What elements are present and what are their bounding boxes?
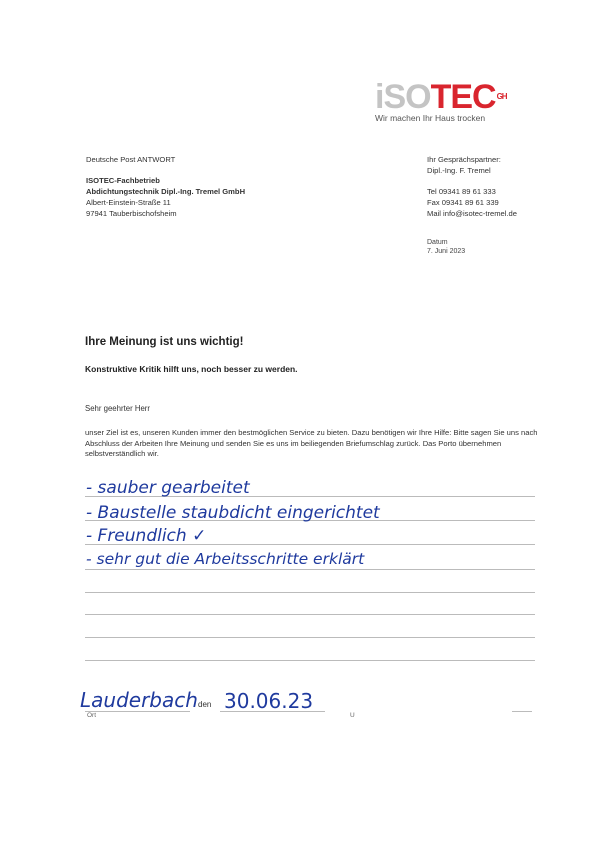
writing-line [85, 660, 535, 661]
date-handwritten: 30.06.23 [224, 689, 314, 713]
contact-mail: Mail info@isotec-tremel.de [427, 209, 518, 218]
writing-line [85, 614, 535, 615]
recipient-address [86, 154, 245, 219]
feedback-line-4: - sehr gut die Arbeitsschritte erklärt [86, 550, 365, 568]
u-label: U [350, 712, 355, 719]
feedback-line-2: - Baustelle staubdicht eingerichtet [86, 503, 380, 523]
date-line [220, 711, 325, 712]
contact-name: Dipl.-Ing. F. Tremel [427, 166, 491, 175]
writing-line [85, 592, 535, 593]
feedback-line-3: - Freundlich ✓ [86, 526, 207, 546]
street: Albert-Einstein-Straße 11 [86, 198, 171, 207]
isotec-logo [375, 80, 505, 124]
ort-label: Ort [87, 712, 97, 719]
date-block [427, 238, 465, 256]
logo-slogan: Wir machen Ihr Haus trocken [375, 113, 486, 123]
company-name: ISOTEC-Fachbetrieb [86, 176, 160, 185]
logo-tec-text: TEC [430, 78, 496, 116]
company-name-2: Abdichtungstechnik Dipl.-Ing. Tremel GmbH [86, 187, 246, 196]
signature-line [512, 711, 532, 712]
logo-iso-text: iSO [375, 78, 431, 116]
page-title: Ihre Meinung ist uns wichtig! [85, 336, 244, 348]
feedback-line-1: - sauber gearbeitet [86, 478, 250, 498]
date-label: Datum [427, 239, 448, 246]
writing-line [85, 569, 535, 570]
contact-tel: Tel 09341 89 61 333 [427, 187, 496, 196]
intro-paragraph: unser Ziel ist es, unseren Kunden immer den bestmöglichen Service zu bieten. Dazu benötigen wir Ihre Hilfe: Bitte sagen Sie uns nach Abschluss der Arbeiten Ihre Meinung und senden Sie es uns im beiliegenden Briefumschlag zurück. Das Porto übernehmen selbstverständlich wir. [85, 428, 538, 459]
postal-note: Deutsche Post ANTWORT [86, 155, 176, 164]
logo-reg-mark: GH [496, 92, 507, 101]
greeting: Sehr geehrter Herr [85, 404, 151, 413]
contact-fax: Fax 09341 89 61 339 [427, 198, 499, 207]
contact-block [427, 154, 517, 219]
page-subtitle: Konstruktive Kritik hilft uns, noch besser zu werden. [85, 364, 298, 374]
city: 97941 Tauberbischofsheim [86, 209, 177, 218]
place-line [85, 711, 190, 712]
contact-label: Ihr Gesprächspartner: [427, 155, 501, 164]
place-handwritten: Lauderbach [80, 688, 198, 712]
date-value: 7. Juni 2023 [427, 248, 466, 255]
writing-line [85, 637, 535, 638]
den-label: den [198, 700, 212, 709]
